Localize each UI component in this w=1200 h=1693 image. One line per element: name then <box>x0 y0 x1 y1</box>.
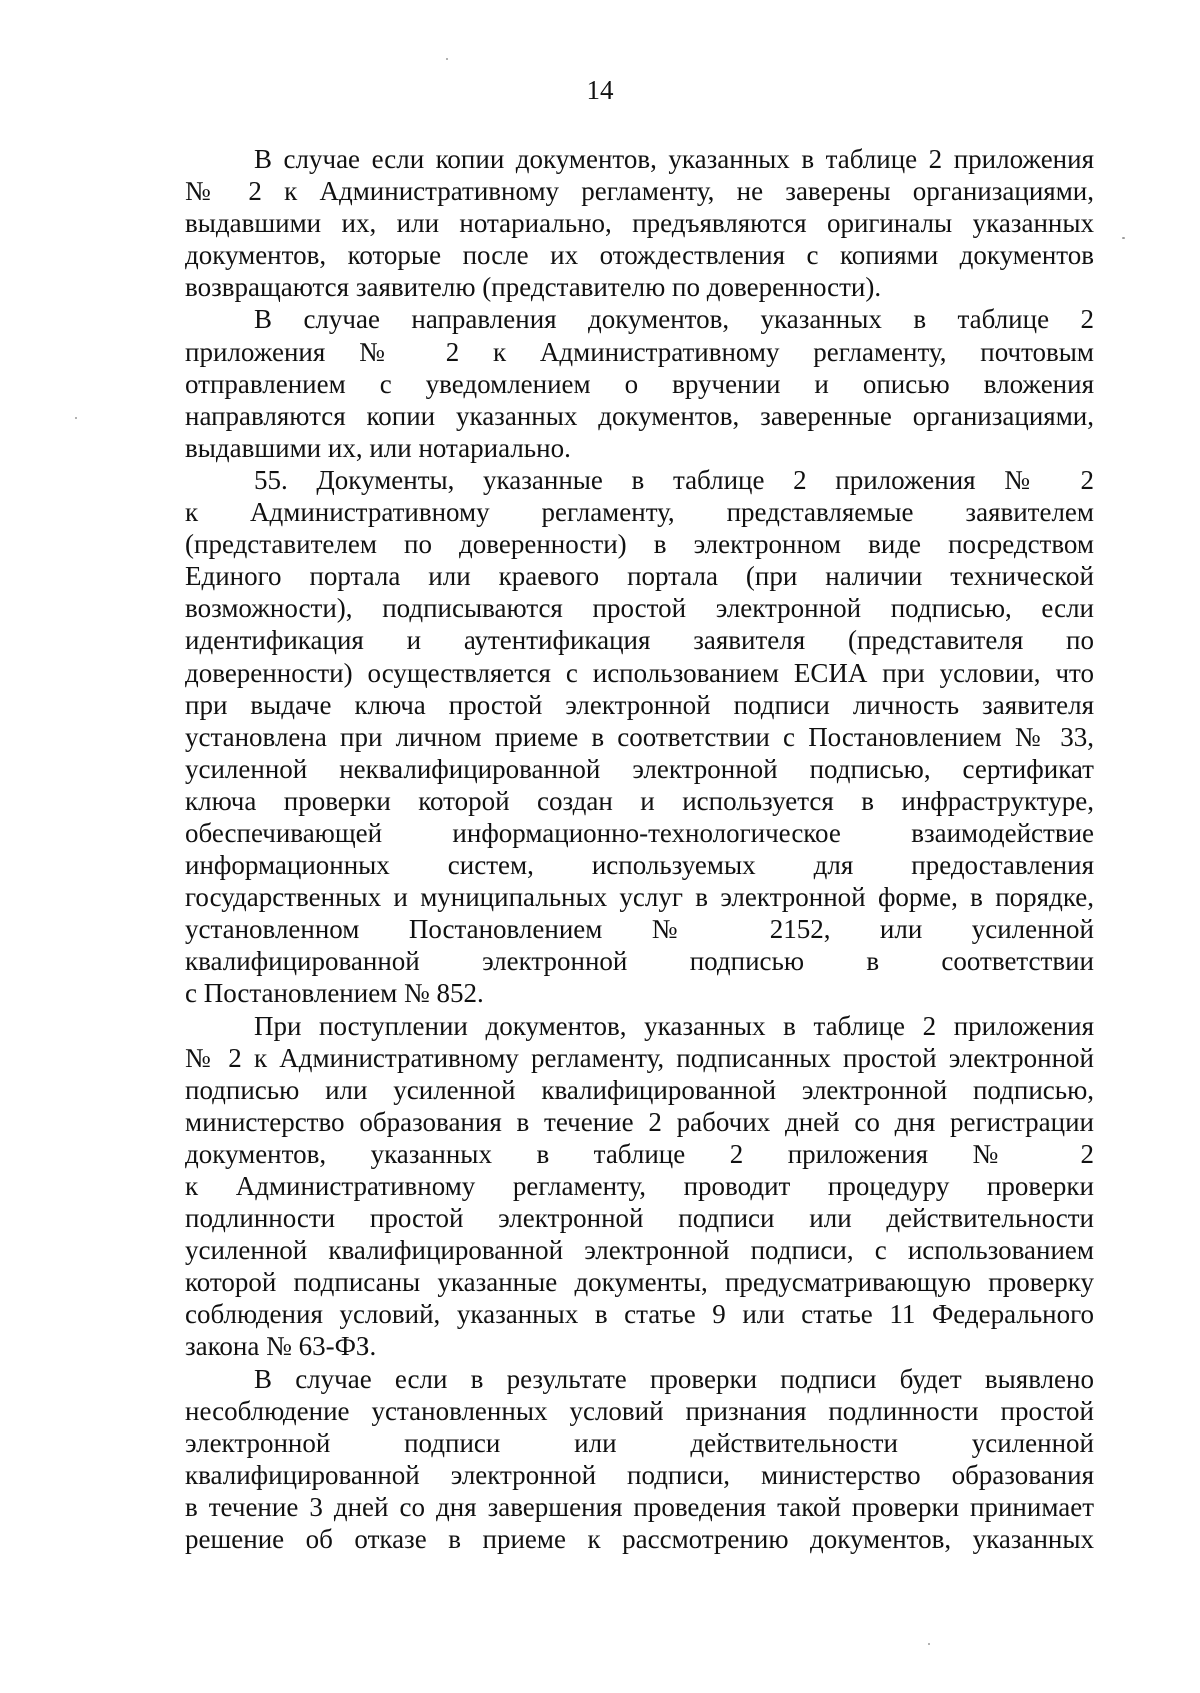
text-line: установленном Постановлением № 2152, или усиленной <box>185 914 1094 945</box>
scan-speck <box>928 1643 930 1645</box>
text-line: к Административному регламенту, представляемые заявителем <box>185 497 1094 528</box>
text-line: документов, которые после их отождествления с копиями документов <box>185 240 1094 271</box>
text-line: идентификация и аутентификация заявителя (представителя по <box>185 625 1094 656</box>
text-line: направляются копии указанных документов, заверенные организациями, <box>185 400 1094 431</box>
text-line: усиленной неквалифицированной электронной подписью, сертификат <box>185 753 1094 784</box>
text-line: подлинности простой электронной подписи или действительности <box>185 1203 1094 1234</box>
text-line: Единого портала или краевого портала (при наличии технической <box>185 561 1094 592</box>
text-line: квалифицированной электронной подписи, министерство образования <box>185 1459 1094 1490</box>
paragraph-copies-not-certified <box>185 143 1094 303</box>
text-line: отправлением с уведомлением о вручении и описью вложения <box>185 368 1094 399</box>
text-line: документов, указанных в таблице 2 приложения № 2 <box>185 1138 1094 1169</box>
text-line: установлена при личном приеме в соответствии с Постановлением № 33, <box>185 721 1094 752</box>
text-line: в течение 3 дней со дня завершения проведения такой проверки принимает <box>185 1491 1094 1522</box>
text-line: выдавшими их, или нотариально, предъявляются оригиналы указанных <box>185 208 1094 239</box>
text-line: приложения № 2 к Административному регламенту, почтовым <box>185 336 1094 367</box>
scan-speck <box>446 58 448 60</box>
text-line: квалифицированной электронной подписью в соответствии <box>185 946 1094 977</box>
scan-speck <box>75 417 77 419</box>
text-line: электронной подписи или действительности усиленной <box>185 1427 1094 1458</box>
text-line: подписью или усиленной квалифицированной электронной подписью, <box>185 1074 1094 1105</box>
text-line: № 2 к Административному регламенту, подписанных простой электронной <box>185 1042 1094 1073</box>
text-line: закона № 63-ФЗ. <box>185 1331 377 1362</box>
text-line: министерство образования в течение 2 рабочих дней со дня регистрации <box>185 1106 1094 1137</box>
text-line: усиленной квалифицированной электронной подписи, с использованием <box>185 1235 1094 1266</box>
text-line: решение об отказе в приеме к рассмотрению документов, указанных <box>185 1524 1094 1555</box>
text-line: 55. Документы, указанные в таблице 2 приложения № 2 <box>254 464 1094 495</box>
text-line: обеспечивающей информационно-технологическое взаимодействие <box>185 817 1094 848</box>
text-line: возвращаются заявителю (представителю по доверенности). <box>185 272 882 303</box>
text-line: выдавшими их, или нотариально. <box>185 432 571 463</box>
page-number: 14 <box>586 75 614 105</box>
text-line: с Постановлением № 852. <box>185 978 484 1009</box>
text-line: которой подписаны указанные документы, предусматривающую проверку <box>185 1267 1094 1298</box>
text-line: В случае если копии документов, указанных в таблице 2 приложения <box>254 144 1094 174</box>
text-line: государственных и муниципальных услуг в электронной форме, в порядке, <box>185 882 1094 913</box>
paragraph-55-electronic-signature <box>185 464 1094 1010</box>
text-line: ключа проверки которой создан и используется в инфраструктуре, <box>185 785 1094 816</box>
text-line: возможности), подписываются простой электронной подписью, если <box>185 593 1094 624</box>
document-body <box>185 143 1094 1555</box>
paragraph-verification-failure <box>185 1363 1094 1556</box>
text-line: при выдаче ключа простой электронной подписи личность заявителя <box>185 689 1094 720</box>
scan-speck <box>1122 237 1125 239</box>
text-line: В случае направления документов, указанных в таблице 2 <box>254 304 1094 335</box>
text-line: информационных систем, используемых для предоставления <box>185 850 1094 881</box>
paragraph-postal-delivery <box>185 303 1094 463</box>
paragraph-signature-verification <box>185 1010 1094 1363</box>
text-line: При поступлении документов, указанных в таблице 2 приложения <box>254 1010 1094 1041</box>
text-line: В случае если в результате проверки подписи будет выявлено <box>254 1363 1094 1394</box>
text-line: к Административному регламенту, проводит процедуру проверки <box>185 1171 1094 1201</box>
text-line: № 2 к Административному регламенту, не заверены организациями, <box>185 176 1094 207</box>
text-line: несоблюдение установленных условий признания подлинности простой <box>185 1395 1094 1426</box>
text-line: соблюдения условий, указанных в статье 9 или статье 11 Федерального <box>185 1299 1094 1330</box>
text-line: доверенности) осуществляется с использованием ЕСИА при условии, что <box>185 657 1094 688</box>
text-line: (представителем по доверенности) в электронном виде посредством <box>185 529 1094 560</box>
